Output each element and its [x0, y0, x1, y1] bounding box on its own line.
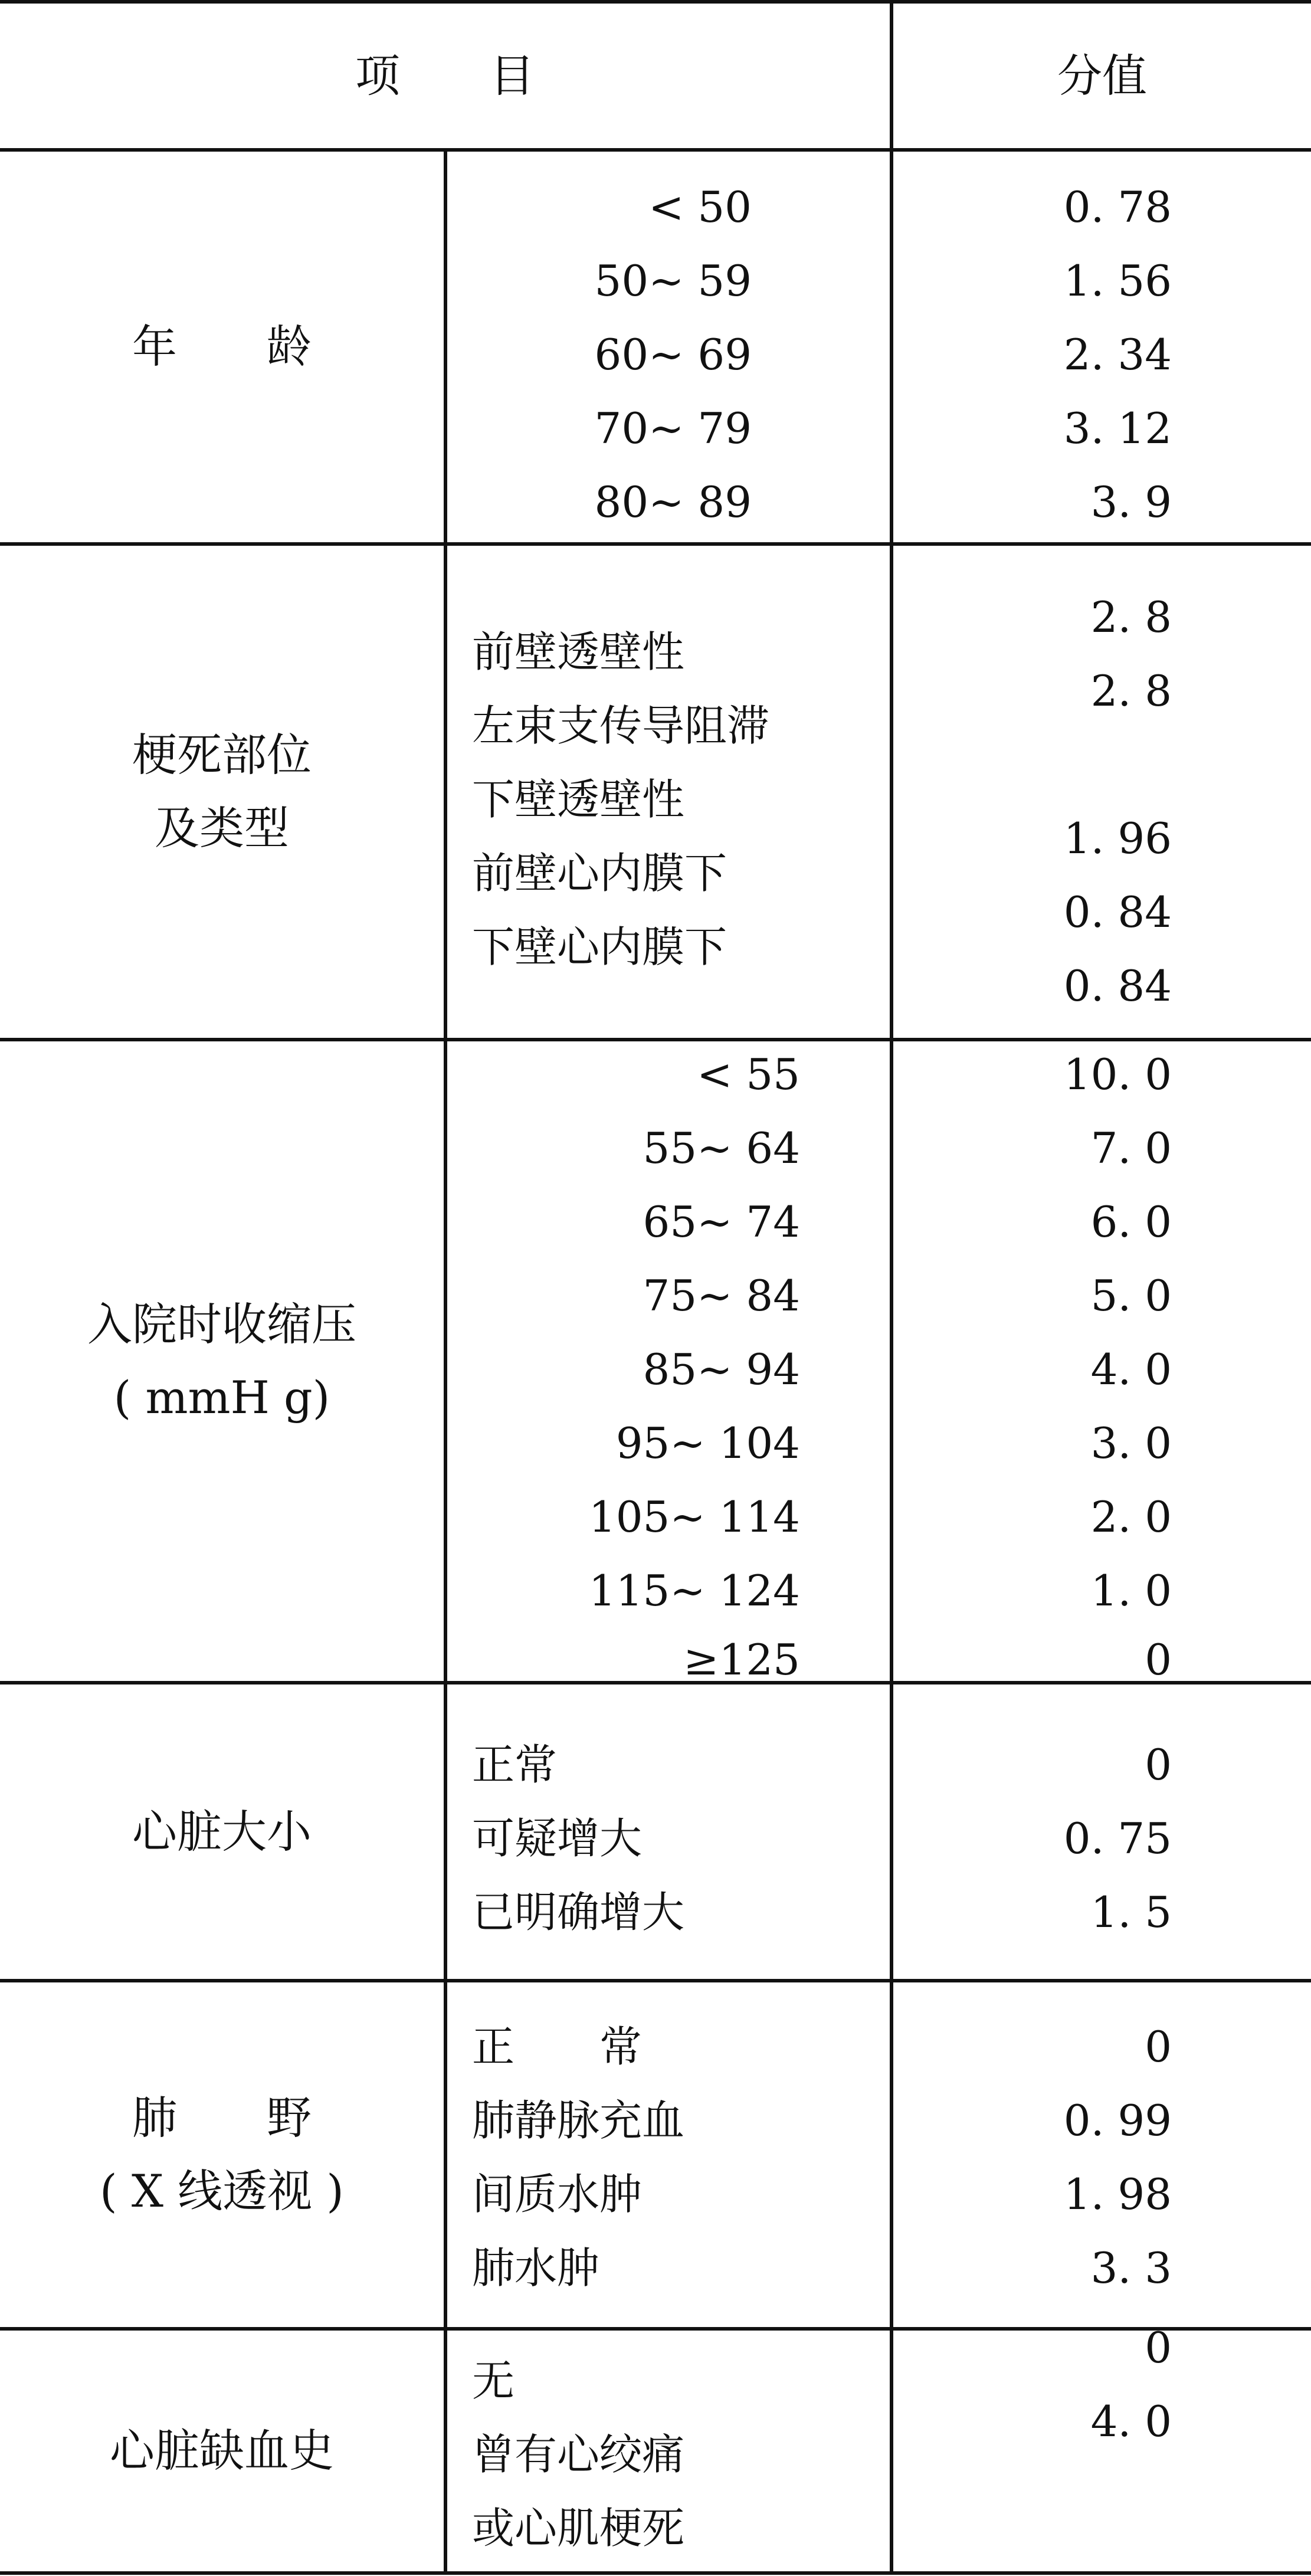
criterion-bp-1: < 55: [697, 1050, 800, 1099]
value-lung-2: 0. 99: [1063, 2096, 1172, 2145]
criterion-bp-5: 85~ 94: [643, 1345, 800, 1394]
value-age-2: 1. 56: [1063, 256, 1172, 306]
criterion-age-1: < 50: [648, 182, 752, 232]
value-bp-3: 6. 0: [1090, 1197, 1172, 1247]
criterion-ischemia-2: 曾有心绞痛: [472, 2430, 685, 2479]
value-infarct-4: 0. 84: [1063, 887, 1172, 937]
value-bp-8: 1. 0: [1090, 1566, 1172, 1615]
criterion-heart-size-1: 正常: [472, 1740, 558, 1790]
value-lung-3: 1. 98: [1063, 2169, 1172, 2219]
value-age-3: 2. 34: [1063, 330, 1172, 379]
category-systolic-bp-line-1: 入院时收缩压: [87, 1298, 356, 1351]
category-lung-field-line-1: 肺 野: [132, 2092, 312, 2144]
value-column-rule: [890, 0, 893, 2575]
value-bp-2: 7. 0: [1090, 1123, 1172, 1173]
value-heart-size-2: 0. 75: [1063, 1814, 1172, 1863]
criterion-infarct-4: 前壁心内膜下: [472, 848, 727, 898]
criterion-bp-3: 65~ 74: [643, 1197, 800, 1247]
criterion-infarct-2: 左束支传导阻滞: [472, 701, 770, 750]
criterion-age-5: 80~ 89: [594, 477, 752, 527]
category-ischemia-history: [0, 2331, 444, 2571]
value-heart-size-3: 1. 5: [1090, 1887, 1172, 1937]
criterion-bp-9: ≥125: [683, 1638, 800, 1682]
category-age-label: 年 龄: [132, 320, 312, 373]
value-ischemia-2: 4. 0: [1090, 2397, 1172, 2446]
category-lung-field: [0, 1982, 444, 2327]
value-heart-size-1: 0: [1145, 1740, 1172, 1790]
criterion-age-4: 70~ 79: [594, 404, 752, 453]
criterion-bp-8: 115~ 124: [588, 1566, 800, 1615]
criterion-infarct-5: 下壁心内膜下: [472, 922, 727, 972]
value-bp-1: 10. 0: [1063, 1050, 1172, 1099]
criterion-lung-2: 肺静脉充血: [472, 2096, 685, 2145]
criterion-lung-4: 肺水肿: [472, 2243, 600, 2293]
value-lung-4: 3. 3: [1090, 2243, 1172, 2293]
category-systolic-bp: [0, 1041, 444, 1681]
value-bp-7: 2. 0: [1090, 1492, 1172, 1542]
criterion-ischemia-3: 或心肌梗死: [472, 2503, 685, 2553]
value-age-1: 0. 78: [1063, 182, 1172, 232]
header-value-label: 分值: [1057, 50, 1147, 102]
criterion-ischemia-1: 无: [472, 2356, 515, 2405]
criterion-infarct-1: 前壁透壁性: [472, 627, 685, 677]
criterion-heart-size-3: 已明确增大: [472, 1887, 685, 1937]
category-heart-size-label: 心脏大小: [132, 1805, 312, 1858]
value-age-5: 3. 9: [1090, 477, 1172, 527]
criterion-bp-4: 75~ 84: [643, 1271, 800, 1320]
criterion-bp-7: 105~ 114: [588, 1492, 800, 1542]
value-infarct-1: 2. 8: [1090, 592, 1172, 642]
criterion-bp-6: 95~ 104: [615, 1418, 800, 1468]
criterion-bp-2: 55~ 64: [643, 1123, 800, 1173]
category-ischemia-history-label: 心脏缺血史: [110, 2424, 334, 2477]
category-column-rule: [444, 148, 447, 2575]
criterion-lung-3: 间质水肿: [472, 2169, 643, 2219]
table-bottom-rule: [0, 2571, 1311, 2575]
value-bp-6: 3. 0: [1090, 1418, 1172, 1468]
category-age: [0, 152, 444, 542]
value-bp-9: 0: [1145, 1638, 1172, 1682]
category-systolic-bp-line-2: ( mmH g): [113, 1371, 330, 1424]
criterion-infarct-3: 下壁透壁性: [472, 775, 685, 824]
criterion-heart-size-2: 可疑增大: [472, 1814, 643, 1863]
value-age-4: 3. 12: [1063, 404, 1172, 453]
value-bp-5: 4. 0: [1090, 1345, 1172, 1394]
header-item-label: 项 目: [355, 50, 535, 102]
criterion-age-2: 50~ 59: [594, 256, 752, 306]
category-infarct-site-line-2: 及类型: [155, 802, 289, 854]
category-heart-size: [0, 1684, 444, 1979]
value-infarct-5: 0. 84: [1063, 961, 1172, 1011]
value-infarct-2: 2. 8: [1090, 666, 1172, 716]
value-ischemia-1: 0: [1145, 2323, 1172, 2372]
value-bp-4: 5. 0: [1090, 1271, 1172, 1320]
value-lung-1: 0: [1145, 2022, 1172, 2072]
criterion-age-3: 60~ 69: [594, 330, 752, 379]
category-lung-field-line-2: ( X 线透视 ): [100, 2165, 344, 2217]
value-infarct-3: 1. 96: [1063, 814, 1172, 863]
category-infarct-site: [0, 546, 444, 1038]
category-infarct-site-line-1: 梗死部位: [132, 729, 312, 781]
criterion-lung-1: 正 常: [472, 2022, 643, 2072]
